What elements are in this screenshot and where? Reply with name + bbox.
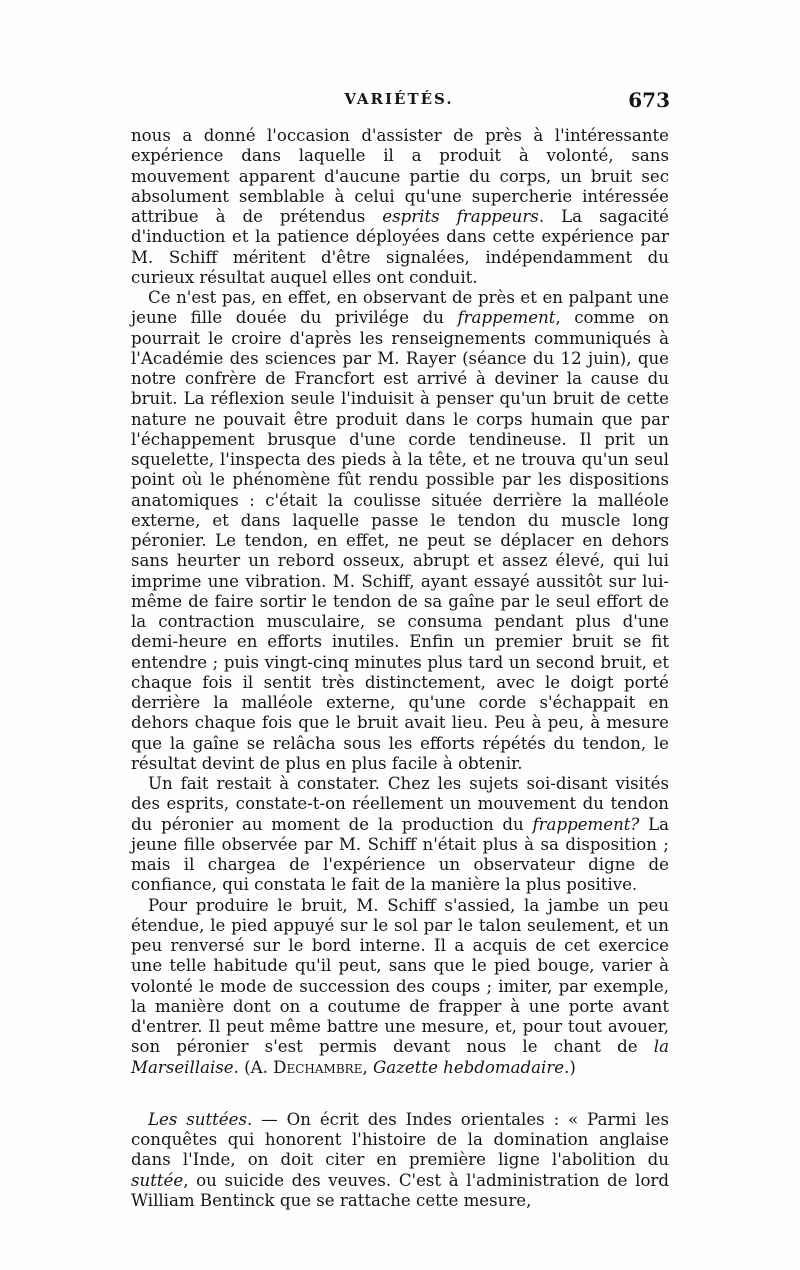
paragraph-4: [131, 896, 669, 1078]
section-gap: [131, 1078, 669, 1110]
italic-run: frappement: [457, 308, 556, 328]
text-run: Pour produire le bruit, M. Schiff s'assied, la jambe un peu étendue, le pied appuyé sur le sol par le talon seulement, et un peu renversé sur le bord interne. Il a acquis de cet exercice une telle habitude qu'il peut, sans que le pied bouge, varier à volonté le mode de succession des coups ; imiter, par exemple, la manière dont on a coutume de frapper à une porte avant d'entrer. Il peut même battre une mesure, et, pour tout avouer, son péronier s'est permis devant nous le chant de: [131, 895, 669, 1057]
text-run: La jeune fille observée par M. Schiff n'était plus à sa disposition ; mais il chargea de l'expérience un observateur digne de confiance, qui constata le fait de la manière la plus positive.: [131, 814, 670, 895]
text-run: , comme on pourrait le croire d'après les renseignements communiqués à l'Académie des sciences par M. Rayer (séance du 12 juin), que notre confrère de Francfort est arrivé à deviner la cause du bruit. La réflexion seule l'induisit à penser qu'un bruit de cette nature ne pouvait être produit dans le corps humain que par l'échappement brusque d'une corde tendineuse. Il prit un squelette, l'inspecta des pieds à la tête, et ne trouva qu'un seul point où le phénomène fût rendu possible par les dispositions anatomiques : c'était la coulisse située derrière la malléole externe, et dans laquelle passe le tendon du muscle long péronier. Le tendon, en effet, ne peut se déplacer en dehors sans heurter un rebord osseux, abrupt et assez élevé, qui lui imprime une vibration. M. Schiff, ayant essayé aussitôt sur lui-même de faire sortir le tendon de sa gaîne par le seul effort de la contraction musculaire, se consuma pendant plus d'une demi-heure en efforts inutiles. Enfin un premier bruit se fit entendre ; puis vingt-cinq minutes plus tard un second bruit, et chaque fois il sentit très distinctement, avec le doigt porté derrière la malléole externe, qu'une corde s'échappait en dehors chaque fois que le bruit avait lieu. Peu à peu, à mesure que la gaîne se relâcha sous les efforts répétés du tendon, le résultat devint de plus en plus facile à obtenir.: [131, 308, 670, 773]
text-run: .): [564, 1057, 576, 1077]
paragraph-2: [131, 288, 669, 774]
body-text: [131, 126, 669, 1211]
text-run: ,: [362, 1057, 374, 1077]
text-run: , ou suicide des veuves. C'est à l'administration de lord William Bentinck que se rattache cette mesure,: [131, 1170, 669, 1210]
paragraph-3: [131, 774, 669, 896]
running-head: VARIÉTÉS.: [344, 90, 454, 108]
paragraph-5: [131, 1110, 669, 1211]
paragraph-1: [131, 126, 669, 288]
italic-run: la Marseillaise: [131, 1037, 669, 1077]
section-heading: Les suttées: [148, 1109, 247, 1129]
page-header: [128, 88, 670, 118]
page-number: 673: [628, 88, 670, 112]
text-run: Ce n'est pas, en effet, en observant de près et en palpant une jeune fille douée du privilége du: [131, 288, 669, 328]
italic-run: esprits frappeurs: [382, 207, 539, 226]
text-run: . (A.: [233, 1057, 274, 1077]
text-run: . — On écrit des Indes orientales : « Parmi les conquêtes qui honorent l'histoire de la domination anglaise dans l'Inde, on doit citer en première ligne l'abolition du: [131, 1109, 670, 1170]
text-run: Un fait restait à constater. Chez les sujets soi-disant visités des esprits, constate-t-on réellement un mouvement du tendon du péronier au moment de la production du: [131, 774, 669, 834]
author-name: Dechambre: [273, 1057, 363, 1077]
source-title: Gazette hebdomadaire: [373, 1057, 565, 1077]
italic-run: suttée: [131, 1170, 184, 1190]
italic-run: frappement?: [532, 814, 640, 834]
text-run: . La sagacité d'induction et la patience déployées dans cette expérience par M. Schiff méritent d'être signalées, indépendamment du curieux résultat auquel elles ont conduit.: [131, 207, 669, 287]
text-run: nous a donné l'occasion d'assister de près à l'intéressante expérience dans laquelle il a produit à volonté, sans mouvement apparent d'aucune partie du corps, un bruit sec absolument semblable à celui qu'une supercherie intéressée attribue à de prétendus: [131, 126, 669, 226]
